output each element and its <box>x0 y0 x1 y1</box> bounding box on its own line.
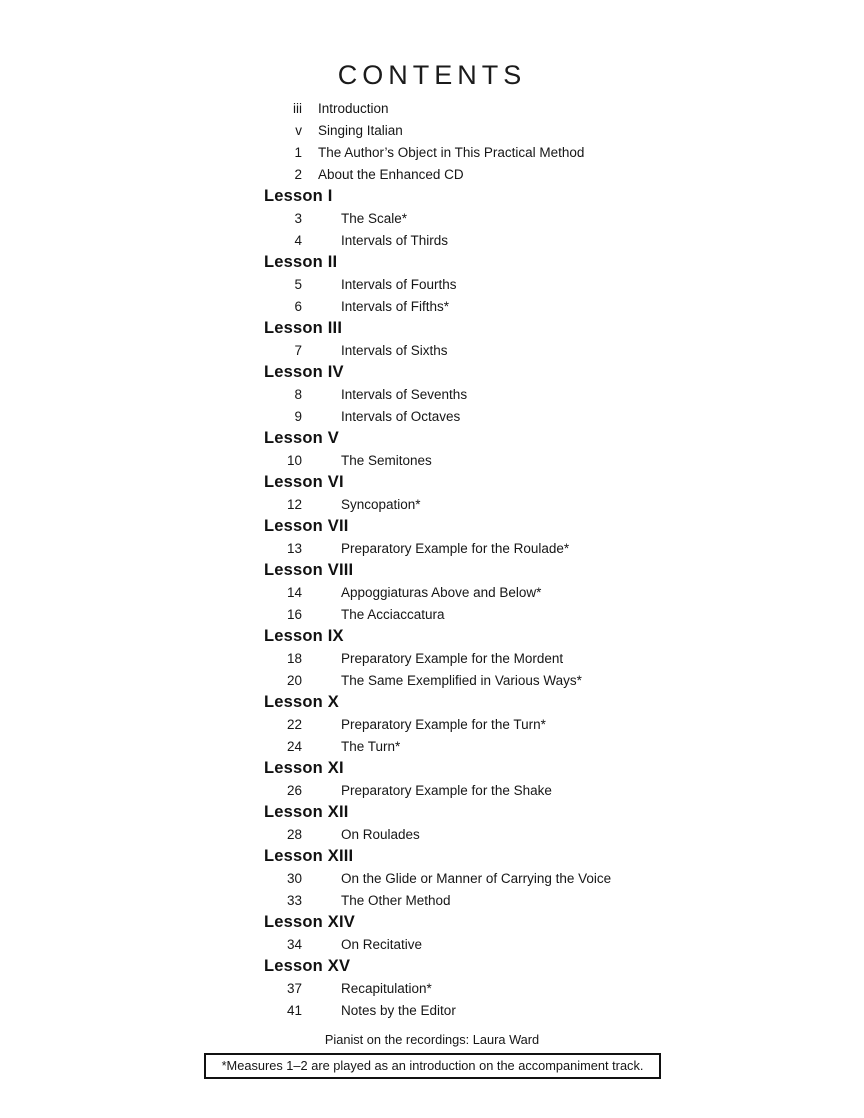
toc-entry-title: On the Glide or Manner of Carrying the Voice <box>341 870 612 886</box>
toc-entry <box>264 119 694 141</box>
toc-entry <box>264 97 694 119</box>
lesson-heading: Lesson VIII <box>264 560 354 579</box>
lesson-heading: Lesson IV <box>264 362 344 381</box>
toc-entry <box>264 141 694 163</box>
toc-entry-title: Appoggiaturas Above and Below* <box>341 584 542 600</box>
toc-entry-page-number: 18 <box>286 650 302 666</box>
lesson-heading: Lesson XIII <box>264 846 354 865</box>
toc-entry-page-number: 9 <box>294 408 302 424</box>
toc-entry-title: The Other Method <box>341 892 451 908</box>
toc-entry-title: Syncopation* <box>341 496 421 512</box>
toc-entry-page-number: 22 <box>286 716 302 732</box>
toc-entry-title: Intervals of Sevenths <box>341 386 468 402</box>
toc-entry <box>264 977 694 999</box>
toc-entry-page-number: v <box>295 122 302 138</box>
toc-entry-title: Preparatory Example for the Mordent <box>341 650 564 666</box>
toc-entry <box>264 779 694 801</box>
toc-entry-page-number: 1 <box>294 144 302 160</box>
toc-entry <box>264 295 694 317</box>
toc-entry <box>264 735 694 757</box>
toc-entry-title: Preparatory Example for the Shake <box>341 782 552 798</box>
lesson-heading: Lesson II <box>264 252 338 271</box>
toc-entry <box>264 713 694 735</box>
toc-entry-page-number: 10 <box>286 452 302 468</box>
toc-entry-title: Singing Italian <box>318 122 403 138</box>
toc-entry <box>264 537 694 559</box>
toc-entry-page-number: 4 <box>294 232 302 248</box>
toc-entry-title: Intervals of Thirds <box>341 232 449 248</box>
toc-entry <box>264 933 694 955</box>
toc-entry <box>264 273 694 295</box>
toc-entry-title: Introduction <box>318 100 389 116</box>
toc-entry-page-number: iii <box>293 100 302 116</box>
toc-entry-title: The Turn* <box>341 738 401 754</box>
page-title: CONTENTS <box>337 60 527 90</box>
lesson-heading: Lesson XIV <box>264 912 355 931</box>
toc-entry-title: Intervals of Octaves <box>341 408 461 424</box>
toc-entry-page-number: 41 <box>286 1002 302 1018</box>
toc-entry-page-number: 33 <box>286 892 302 908</box>
toc-entry-page-number: 5 <box>294 276 302 292</box>
lesson-heading: Lesson I <box>264 186 333 205</box>
toc-entry-title: Preparatory Example for the Turn* <box>341 716 546 732</box>
toc-entry-page-number: 16 <box>286 606 302 622</box>
toc-entry-page-number: 12 <box>286 496 302 512</box>
toc-entry <box>264 889 694 911</box>
toc-entry-page-number: 14 <box>286 584 302 600</box>
toc-entry-page-number: 2 <box>294 166 302 182</box>
toc-entry-title: About the Enhanced CD <box>318 166 464 182</box>
toc-entry <box>264 581 694 603</box>
toc-entry <box>264 383 694 405</box>
lesson-heading: Lesson III <box>264 318 343 337</box>
toc-entry-title: Intervals of Sixths <box>341 342 448 358</box>
toc-entry-title: Recapitulation* <box>341 980 432 996</box>
toc-entry <box>264 669 694 691</box>
toc-entry-title: The Scale* <box>341 210 408 226</box>
toc-entry <box>264 647 694 669</box>
toc-entry <box>264 867 694 889</box>
toc-entry-page-number: 37 <box>286 980 302 996</box>
toc-entry-page-number: 3 <box>294 210 302 226</box>
toc-entry-page-number: 6 <box>294 298 302 314</box>
pianist-credit: Pianist on the recordings: Laura Ward <box>324 1032 540 1047</box>
toc-entry <box>264 603 694 625</box>
lesson-heading: Lesson IX <box>264 626 344 645</box>
toc-entry-title: On Recitative <box>341 936 423 952</box>
footnote-box: *Measures 1–2 are played as an introduction on the accompaniment track. <box>204 1053 661 1079</box>
toc-entry <box>264 449 694 471</box>
toc-entry-title: On Roulades <box>341 826 420 842</box>
table-of-contents <box>264 97 694 1021</box>
lesson-heading: Lesson XI <box>264 758 344 777</box>
toc-entry <box>264 207 694 229</box>
toc-entry <box>264 999 694 1021</box>
toc-entry <box>264 493 694 515</box>
toc-entry <box>264 823 694 845</box>
lesson-heading: Lesson XII <box>264 802 349 821</box>
toc-entry-page-number: 7 <box>294 342 302 358</box>
toc-entry-title: Intervals of Fifths* <box>341 298 450 314</box>
toc-entry-title: The Same Exemplified in Various Ways* <box>341 672 582 688</box>
toc-entry <box>264 163 694 185</box>
toc-entry-title: Intervals of Fourths <box>341 276 457 292</box>
toc-entry <box>264 229 694 251</box>
toc-entry-page-number: 24 <box>286 738 302 754</box>
toc-entry-page-number: 28 <box>286 826 302 842</box>
toc-entry-page-number: 34 <box>286 936 302 952</box>
toc-entry-page-number: 26 <box>286 782 302 798</box>
lesson-heading: Lesson VI <box>264 472 344 491</box>
toc-entry-title: The Semitones <box>341 452 432 468</box>
toc-entry-title: The Author’s Object in This Practical Method <box>318 144 585 160</box>
toc-entry-title: Notes by the Editor <box>341 1002 456 1018</box>
toc-entry-page-number: 8 <box>294 386 302 402</box>
lesson-heading: Lesson V <box>264 428 339 447</box>
toc-entry <box>264 339 694 361</box>
toc-entry <box>264 405 694 427</box>
toc-entry-title: The Acciaccatura <box>341 606 445 622</box>
lesson-heading: Lesson X <box>264 692 339 711</box>
toc-entry-title: Preparatory Example for the Roulade* <box>341 540 570 556</box>
toc-entry-page-number: 13 <box>286 540 302 556</box>
toc-entry-page-number: 20 <box>286 672 302 688</box>
lesson-heading: Lesson VII <box>264 516 349 535</box>
lesson-heading: Lesson XV <box>264 956 351 975</box>
toc-entry-page-number: 30 <box>286 870 302 886</box>
